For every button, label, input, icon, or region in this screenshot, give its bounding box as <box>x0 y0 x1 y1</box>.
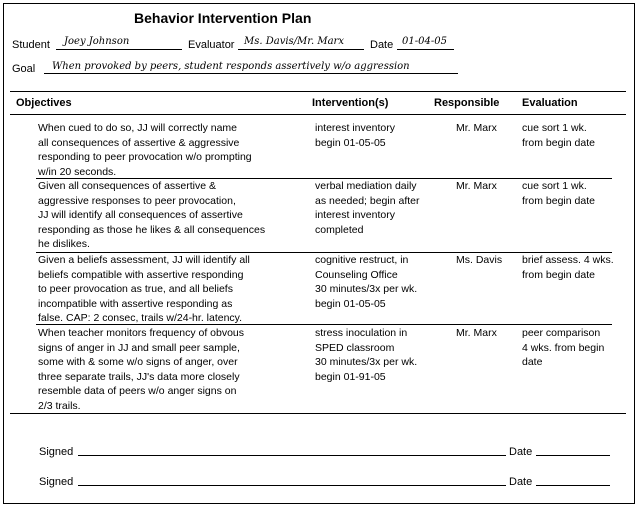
intervention-line: Counseling Office <box>315 268 398 281</box>
evaluation-cell <box>522 121 595 150</box>
goal-underline <box>44 73 458 74</box>
evaluation-cell <box>522 253 614 282</box>
column-header-evaluation: Evaluation <box>522 97 578 109</box>
intervention-line: SPED classroom <box>315 341 395 354</box>
objective-line: responding as those he likes & all consequences <box>38 223 266 236</box>
objective-line: to peer provocation as true, and all beliefs <box>38 283 233 296</box>
column-header-interventions: Intervention(s) <box>312 97 389 109</box>
objective-cell <box>38 121 300 179</box>
objective-line: Given a beliefs assessment, JJ will identify all <box>38 254 250 266</box>
date-label: Date <box>370 39 394 51</box>
student-value: Joey Johnson <box>64 36 130 47</box>
signature-date-line[interactable] <box>536 485 610 486</box>
responsible-cell: Mr. Marx <box>456 327 497 339</box>
responsible-cell: Mr. Marx <box>456 122 497 134</box>
evaluation-line: peer comparison <box>522 327 601 339</box>
intervention-line: 30 minutes/3x per wk. <box>315 356 418 369</box>
intervention-line: completed <box>315 223 364 236</box>
objective-line: When cued to do so, JJ will correctly name <box>38 122 237 134</box>
goal-value: When provoked by peers, student responds assertively w/o aggression <box>52 61 410 72</box>
objective-line: false. CAP: 2 consec, trails w/24-hr. latency. <box>38 312 243 325</box>
signature-date-label: Date <box>509 446 533 458</box>
objective-line: three separate trails, JJ's data more closely <box>38 370 240 383</box>
intervention-cell <box>315 121 395 150</box>
evaluation-line: from begin date <box>522 268 595 281</box>
objective-cell <box>38 179 300 252</box>
signature-date-label: Date <box>509 476 533 488</box>
page-title: Behavior Intervention Plan <box>134 10 312 26</box>
objective-line: he dislikes. <box>38 238 90 251</box>
intervention-line: as needed; begin after <box>315 194 420 207</box>
objective-line: w/in 20 seconds. <box>38 165 117 178</box>
intervention-line: begin 01-91-05 <box>315 370 386 383</box>
objective-line: JJ will identify all consequences of assertive <box>38 209 243 222</box>
intervention-line: 30 minutes/3x per wk. <box>315 283 418 296</box>
signed-label: Signed <box>39 446 74 458</box>
intervention-cell <box>315 253 417 311</box>
objective-line: all consequences of assertive & aggressive <box>38 136 240 149</box>
column-header-responsible: Responsible <box>434 97 500 109</box>
evaluation-line: from begin date <box>522 194 595 207</box>
intervention-line: stress inoculation in <box>315 327 408 339</box>
evaluation-cell <box>522 326 604 370</box>
evaluator-underline <box>238 49 364 50</box>
student-label: Student <box>12 39 50 51</box>
evaluation-line: date <box>522 356 543 369</box>
table-top-rule <box>10 91 626 92</box>
objective-line: responding to peer provocation w/o prompting <box>38 151 252 164</box>
student-underline <box>56 49 182 50</box>
objective-line: resemble data of peers w/o anger signs on <box>38 385 237 398</box>
column-header-objectives: Objectives <box>16 97 72 109</box>
responsible-cell: Mr. Marx <box>456 180 497 192</box>
evaluation-line: brief assess. 4 wks. <box>522 254 614 266</box>
intervention-line: begin 01-05-05 <box>315 136 386 149</box>
objective-cell <box>38 253 300 326</box>
signature-line[interactable] <box>78 455 506 456</box>
evaluation-line: 4 wks. from begin <box>522 341 605 354</box>
intervention-line: interest inventory <box>315 209 395 222</box>
objective-line: When teacher monitors frequency of obvous <box>38 327 245 339</box>
objective-line: Given all consequences of assertive & <box>38 180 217 192</box>
goal-label: Goal <box>12 63 36 75</box>
evaluator-label: Evaluator <box>188 39 235 51</box>
table-bottom-rule <box>10 413 626 414</box>
responsible-cell: Ms. Davis <box>456 254 503 266</box>
row-divider <box>36 324 612 325</box>
intervention-line: begin 01-05-05 <box>315 297 386 310</box>
signed-label: Signed <box>39 476 74 488</box>
objective-line: incompatible with assertive responding as <box>38 297 233 310</box>
intervention-line: interest inventory <box>315 122 395 134</box>
intervention-cell <box>315 179 420 237</box>
signature-line[interactable] <box>78 485 506 486</box>
objective-line: some with & some w/o signs of anger, over <box>38 356 238 369</box>
evaluation-line: cue sort 1 wk. <box>522 180 587 192</box>
date-value: 01-04-05 <box>402 36 447 47</box>
intervention-line: cognitive restruct, in <box>315 254 409 266</box>
intervention-cell <box>315 326 417 384</box>
table-header-rule <box>10 114 626 115</box>
objective-line: aggressive responses to peer provocation, <box>38 194 236 207</box>
evaluation-cell <box>522 179 595 208</box>
signature-date-line[interactable] <box>536 455 610 456</box>
objective-line: beliefs compatible with assertive responding <box>38 268 244 281</box>
evaluation-line: from begin date <box>522 136 595 149</box>
intervention-line: verbal mediation daily <box>315 180 417 192</box>
objective-line: 2/3 trails. <box>38 399 81 412</box>
evaluation-line: cue sort 1 wk. <box>522 122 587 134</box>
objective-line: signs of anger in JJ and small peer sample, <box>38 341 240 354</box>
objective-cell <box>38 326 300 414</box>
date-underline <box>397 49 454 50</box>
evaluator-value: Ms. Davis/Mr. Marx <box>244 36 344 47</box>
